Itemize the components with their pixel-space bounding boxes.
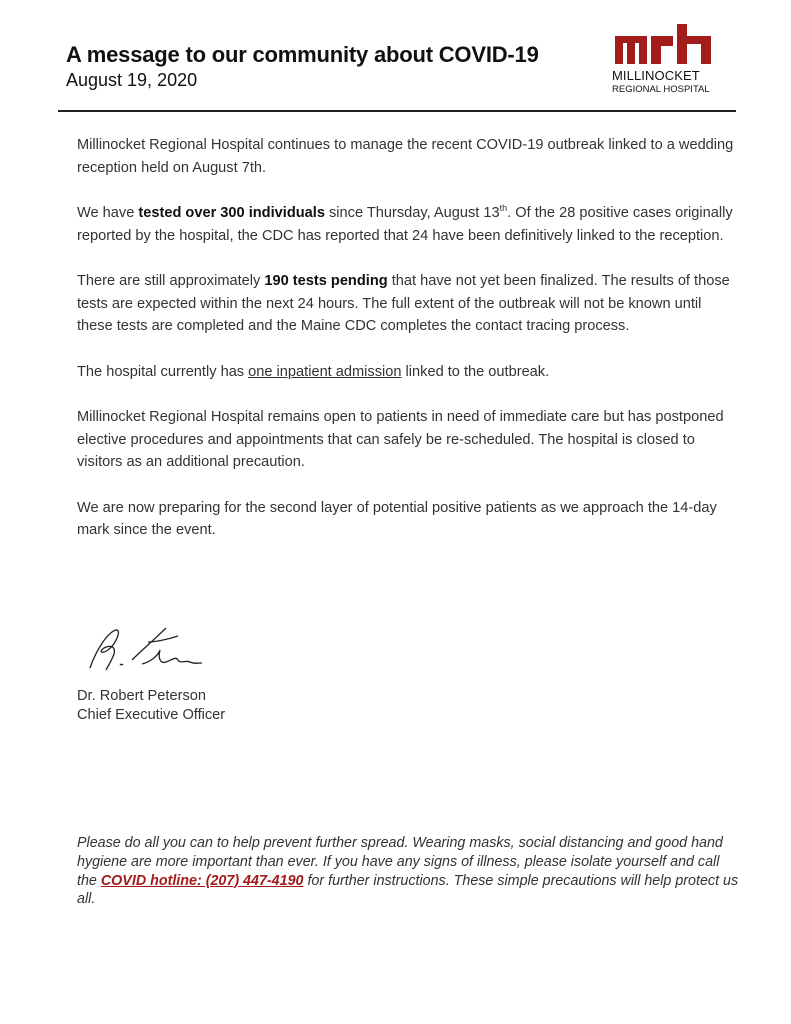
logo-name-line2: REGIONAL HOSPITAL: [612, 84, 710, 95]
signatory-name: Dr. Robert Peterson: [77, 688, 206, 704]
logo-name-line1: MILLINOCKET: [612, 68, 700, 83]
handwritten-signature: [86, 620, 206, 675]
paragraph: Millinocket Regional Hospital continues to manage the recent COVID-19 outbreak linked to a wedding reception held on August 7th.: [77, 137, 734, 176]
date: August 19, 2020: [66, 70, 198, 90]
emphasis: tested over 300 individuals: [138, 205, 325, 221]
footer-note: Please do all you can to help prevent further spread. Wearing masks, social distancing and good hand hygiene are more important than ever. If you have any signs of illness, please isolate yourself and call the COVID hotline: (207) 447-4190 for further instructions. These simple precautions will help protect us all.: [77, 835, 739, 908]
underlined-text: one inpatient admission: [248, 363, 402, 380]
signatory-title: Chief Executive Officer: [77, 707, 226, 723]
page-title: A message to our community about COVID-19: [66, 42, 539, 67]
emphasis: 190 tests pending: [264, 273, 388, 289]
paragraph: Millinocket Regional Hospital remains open to patients in need of immediate care but has postponed elective procedures and appointments that can safely be re-scheduled. The hospital is closed to visitors as an additional precaution.: [77, 409, 724, 470]
mrh-logo-icon: [613, 22, 713, 66]
paragraph: The hospital currently has one inpatient admission linked to the outbreak.: [77, 363, 550, 380]
paragraph: There are still approximately 190 tests pending that have not yet been finalized. The results of those tests are expected within the next 24 hours. The full extent of the outbreak will not be known until these tests are completed and the Maine CDC completes the contact tracing process.: [77, 273, 730, 334]
covid-hotline-link[interactable]: COVID hotline: (207) 447-4190: [100, 872, 304, 889]
paragraph: We are now preparing for the second layer of potential positive patients as we approach the 14-day mark since the event.: [77, 499, 717, 538]
paragraph: We have tested over 300 individuals since Thursday, August 13th. Of the 28 positive cases originally reported by the hospital, the CDC has reported that 24 have been definitively linked to the reception.: [77, 203, 733, 244]
letter-body: [77, 134, 737, 565]
hospital-logo: [610, 22, 720, 102]
header-divider: [58, 110, 736, 112]
